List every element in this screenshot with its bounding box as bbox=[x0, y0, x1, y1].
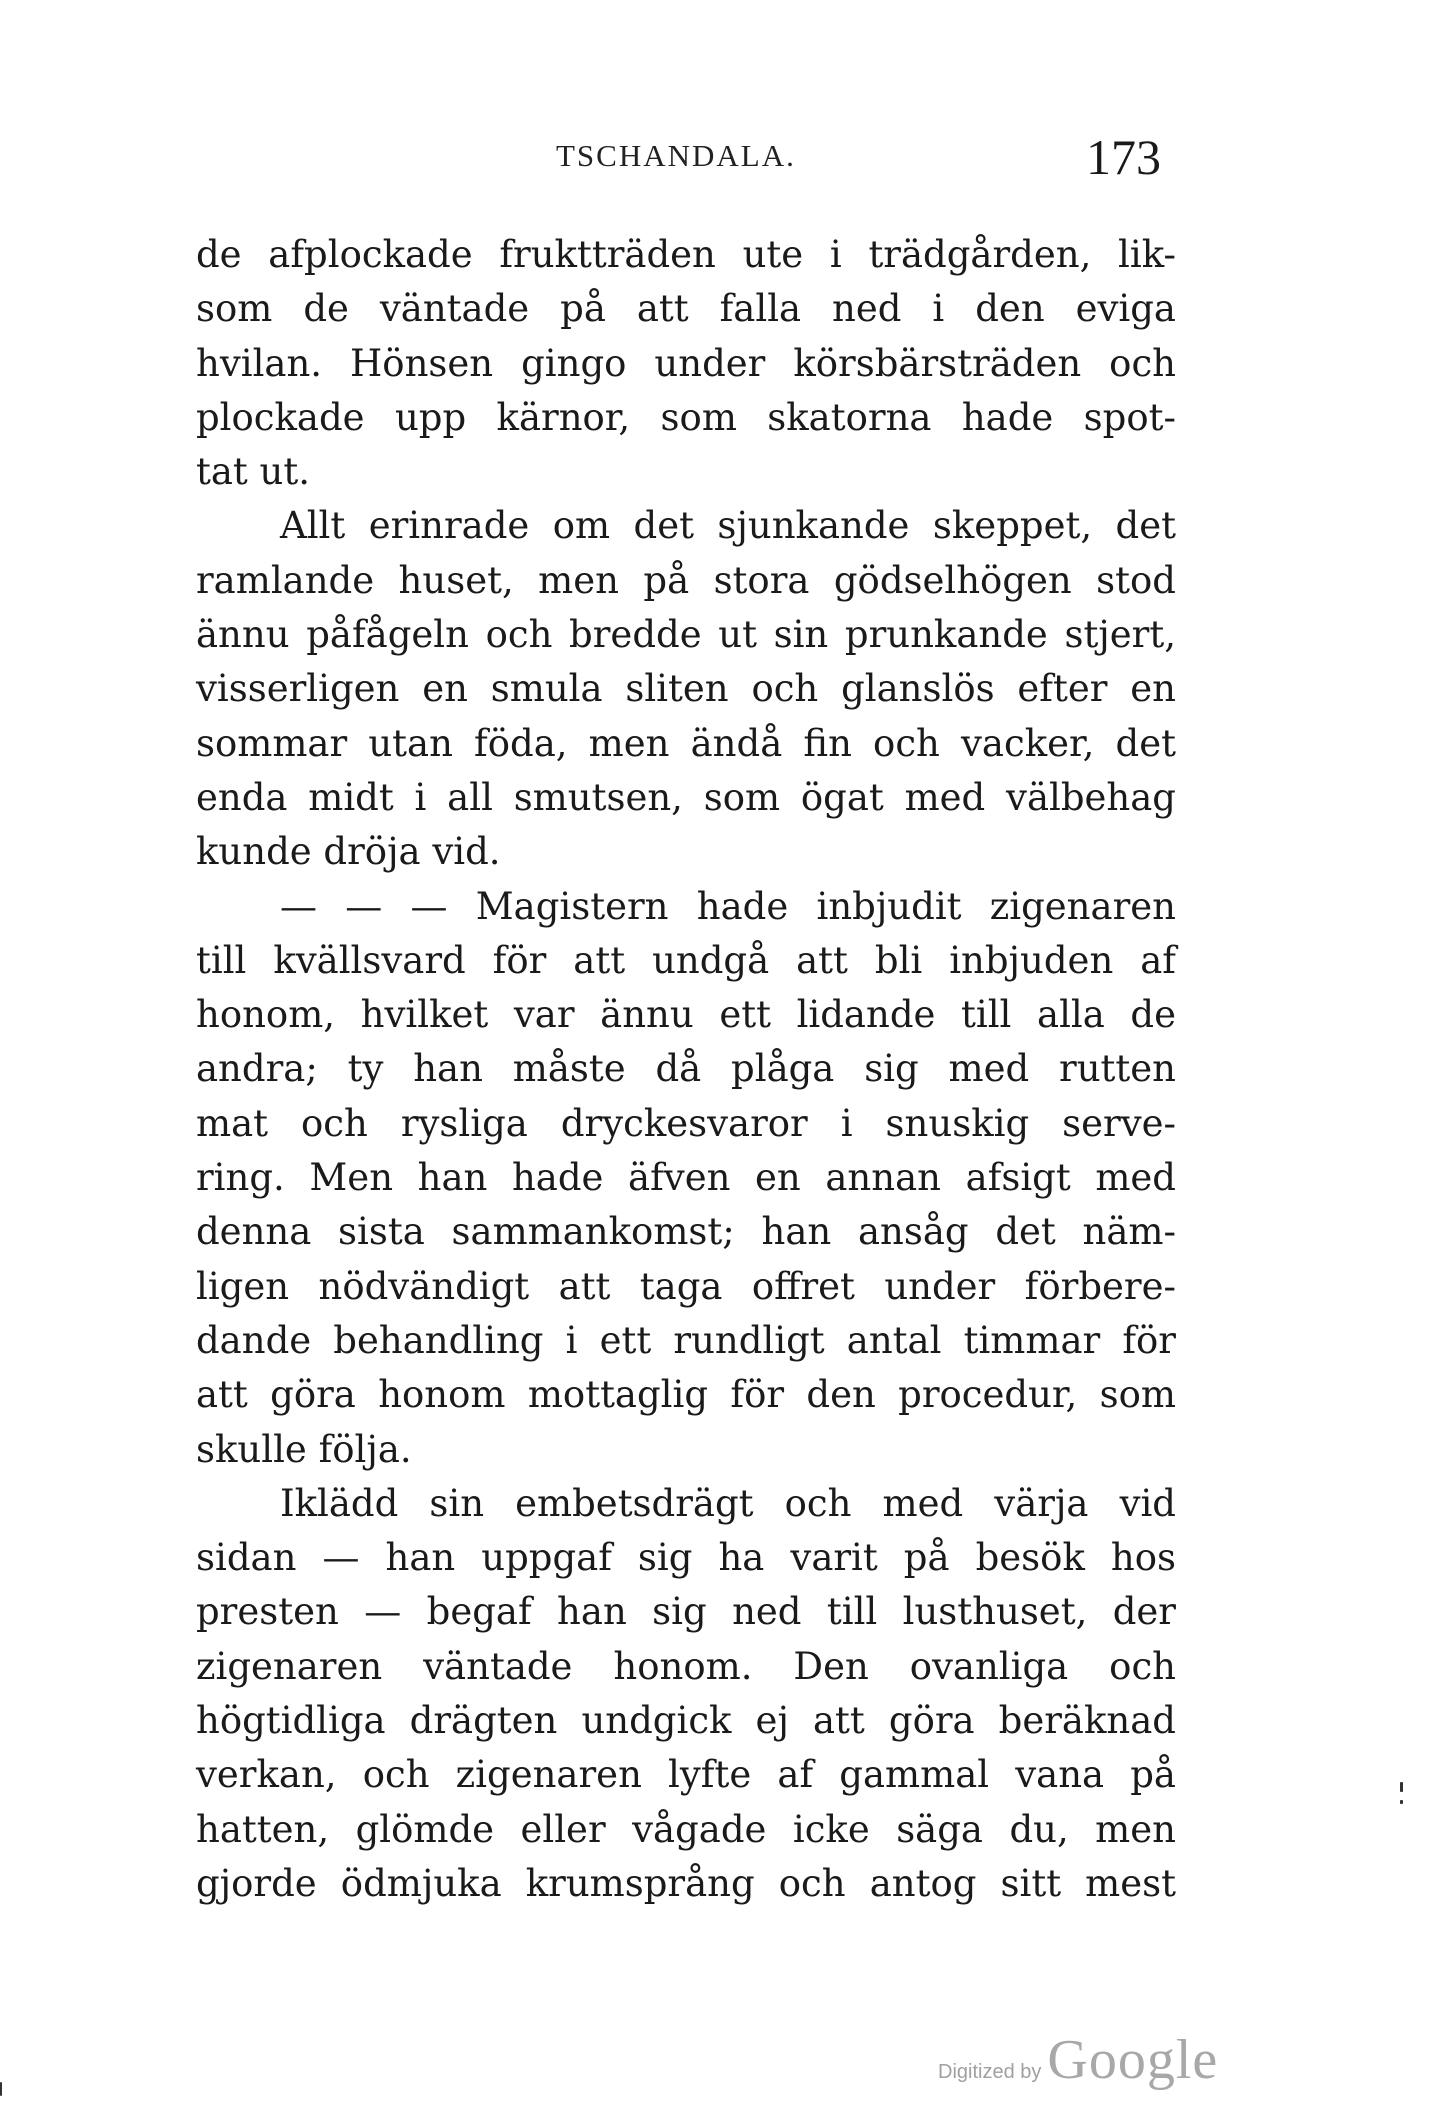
text-line: ligen nödvändigt att taga offret under förbere- bbox=[196, 1264, 1176, 1308]
google-logo-text: Google bbox=[1047, 2029, 1219, 2091]
text-line: Iklädd sin embetsdrägt och med värja vid bbox=[280, 1481, 1176, 1525]
text-line: skulle följa. bbox=[196, 1427, 412, 1471]
text-line: honom, hvilket var ännu ett lidande till alla de bbox=[196, 993, 1176, 1037]
text-line: ännu påfågeln och bredde ut sin prunkande stjert, bbox=[196, 613, 1176, 657]
text-line: tat ut. bbox=[196, 450, 311, 494]
running-title: TSCHANDALA. bbox=[556, 138, 796, 173]
text-line: ramlande huset, men på stora gödselhögen stod bbox=[196, 558, 1176, 602]
text-line: högtidliga drägten undgick ej att göra beräknad bbox=[196, 1699, 1176, 1743]
text-line: kunde dröja vid. bbox=[196, 830, 501, 874]
margin-speck bbox=[1400, 1782, 1403, 1792]
watermark-prefix: Digitized by bbox=[938, 2061, 1042, 2083]
text-line: till kvällsvard för att undgå att bli inbjuden af bbox=[196, 938, 1176, 982]
digitized-watermark bbox=[938, 2028, 1218, 2092]
text-line: enda midt i all smutsen, som ögat med välbehag bbox=[196, 775, 1176, 819]
text-line: — — — Magistern hade inbjudit zigenaren bbox=[280, 884, 1176, 928]
page-number: 173 bbox=[1086, 129, 1161, 185]
text-line: denna sista sammankomst; han ansåg det näm- bbox=[196, 1210, 1176, 1254]
text-line: ring. Men han hade äfven en annan afsigt med bbox=[196, 1156, 1176, 1200]
text-line: plockade upp kärnor, som skatorna hade spot- bbox=[196, 395, 1176, 439]
text-line: visserligen en smula sliten och glanslös efter en bbox=[196, 667, 1176, 711]
margin-speck bbox=[0, 2082, 2, 2096]
text-line: sidan — han uppgaf sig ha varit på besök hos bbox=[196, 1536, 1176, 1580]
text-line: gjorde ödmjuka krumsprång och antog sitt mest bbox=[196, 1861, 1176, 1905]
text-line: verkan, och zigenaren lyfte af gammal vana på bbox=[196, 1753, 1176, 1797]
text-line: andra; ty han måste då plåga sig med rutten bbox=[196, 1047, 1176, 1091]
body-text bbox=[196, 228, 1176, 1911]
text-line: de afplockade fruktträden ute i trädgården, lik- bbox=[196, 233, 1176, 276]
text-line: hatten, glömde eller vågade icke säga du, men bbox=[196, 1807, 1176, 1851]
margin-speck bbox=[1400, 1800, 1403, 1804]
text-line: som de väntade på att falla ned i den eviga bbox=[196, 287, 1176, 331]
text-line: presten — begaf han sig ned till lusthuset, der bbox=[196, 1590, 1176, 1634]
text-line: Allt erinrade om det sjunkande skeppet, det bbox=[280, 504, 1176, 548]
text-line: dande behandling i ett rundligt antal timmar för bbox=[196, 1318, 1176, 1362]
text-line: mat och rysliga dryckesvaror i snuskig serve- bbox=[196, 1101, 1176, 1145]
text-line: zigenaren väntade honom. Den ovanliga och bbox=[196, 1644, 1176, 1688]
text-line: att göra honom mottaglig för den procedur, som bbox=[196, 1373, 1176, 1417]
text-line: hvilan. Hönsen gingo under körsbärsträden och bbox=[196, 341, 1176, 385]
text-line: sommar utan föda, men ändå fin och vacker, det bbox=[196, 721, 1176, 765]
